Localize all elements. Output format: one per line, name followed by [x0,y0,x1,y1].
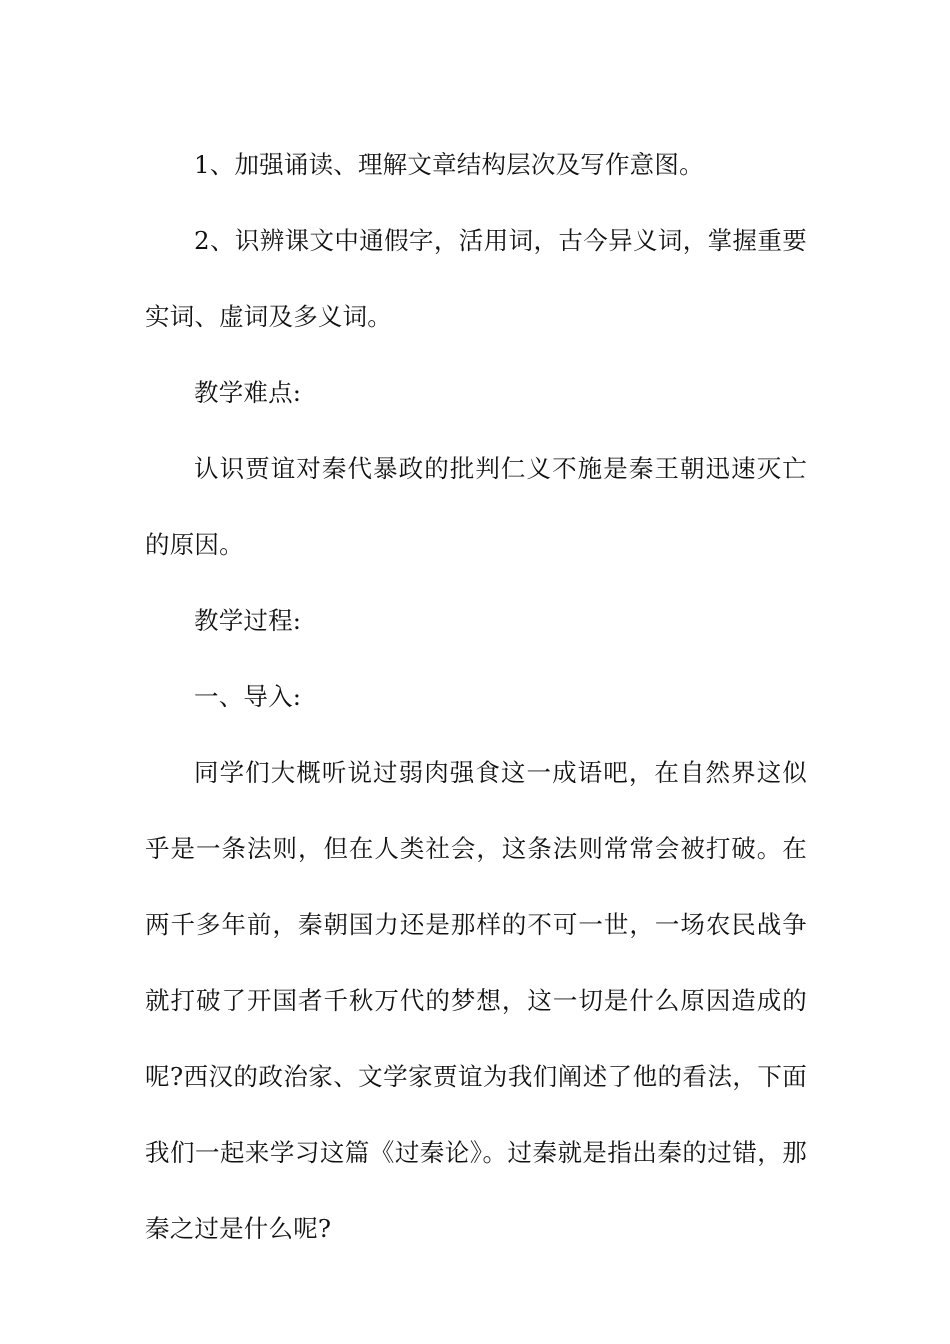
teaching-difficulty-heading: 教学难点: [194,378,302,407]
document-body [145,127,807,1267]
teaching-difficulty-text: 认识贾谊对秦代暴政的批判仁义不施是秦王朝迅速灭亡的原因。 [145,454,807,559]
teaching-process-heading: 教学过程: [194,606,302,635]
introduction-paragraph: 同学们大概听说过弱肉强食这一成语吧，在自然界这似乎是一条法则，但在人类社会，这条法则常常会被打破。在两千多年前，秦朝国力还是那样的不可一世，一场农民战争就打破了开国者千秋万代的梦想，这一切是什么原因造成的呢?西汉的政治家、文学家贾谊为我们阐述了他的看法，下面我们一起来学习这篇《过秦论》。过秦就是指出秦的过错，那秦之过是什么呢? [145,758,807,1243]
introduction-heading: 一、导入: [194,682,302,711]
objective-item-2: 2、识辨课文中通假字，活用词，古今异义词，掌握重要实词、虚词及多义词。 [145,226,807,331]
objective-item-1: 1、加强诵读、理解文章结构层次及写作意图。 [194,150,704,179]
